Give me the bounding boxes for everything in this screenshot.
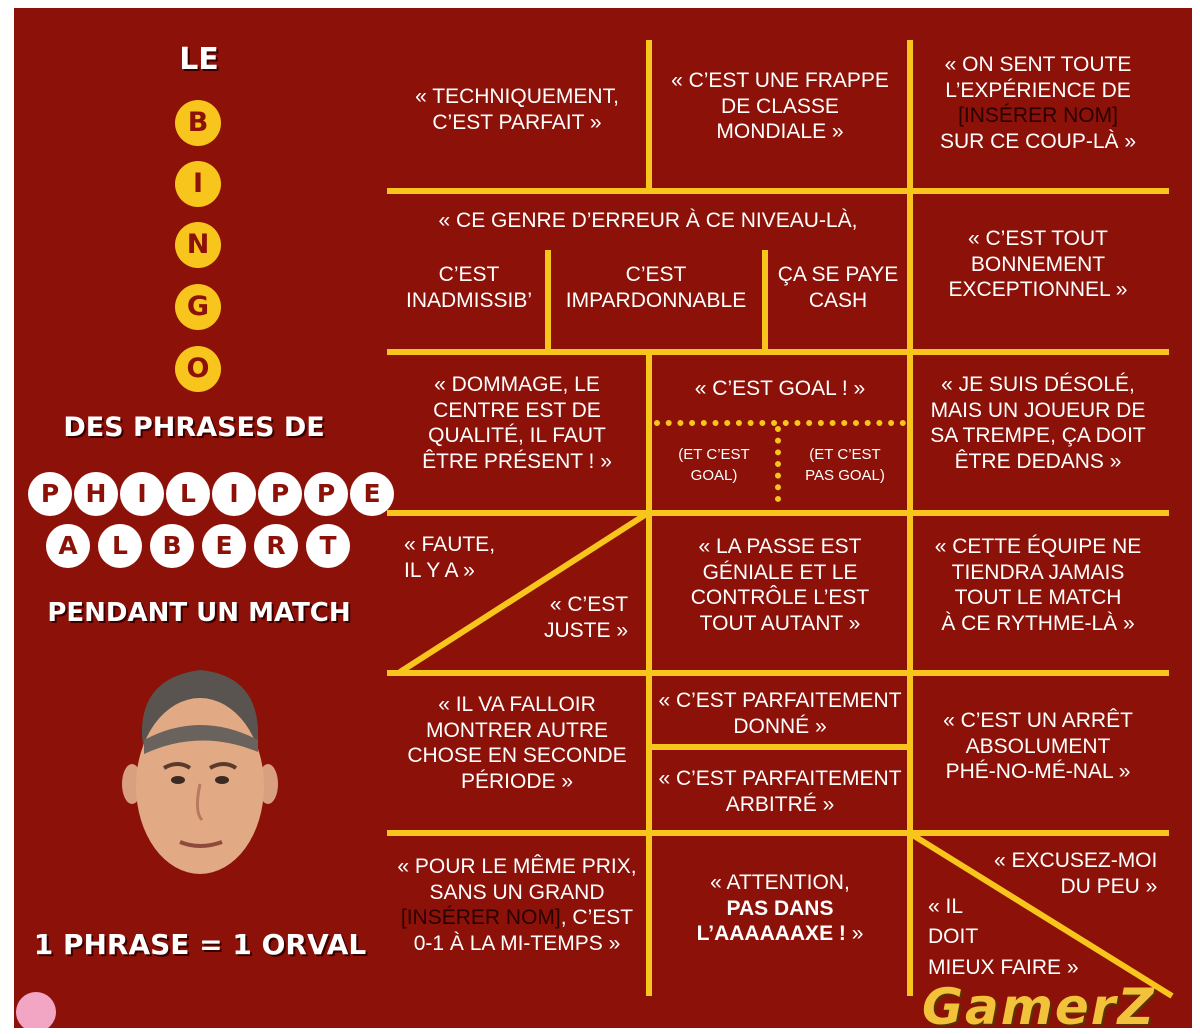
cell-line: C’EST bbox=[625, 263, 687, 286]
name-letter: E bbox=[202, 524, 246, 568]
name-letter: R bbox=[254, 524, 298, 568]
name-letter: P bbox=[258, 472, 302, 516]
title-des-phrases: DES PHRASES DE bbox=[63, 412, 325, 443]
cell-line: CASH bbox=[808, 288, 868, 312]
bingo-letter-n: N bbox=[175, 222, 221, 268]
cell-techniquement bbox=[392, 84, 642, 135]
cell-line: « EXCUSEZ-MOI bbox=[994, 849, 1158, 872]
cell-line: ÊTRE DEDANS » bbox=[954, 449, 1122, 473]
title-pendant: PENDANT UN MATCH bbox=[47, 598, 351, 628]
cell-line: ABSOLUMENT bbox=[965, 734, 1111, 758]
cell-line: « POUR LE MÊME PRIX, bbox=[397, 855, 637, 878]
name-letter: L bbox=[98, 524, 142, 568]
cell-line: DU PEU » bbox=[1060, 874, 1158, 898]
cell-line: 0-1 À LA MI-TEMPS » bbox=[413, 931, 621, 955]
cell-line: SANS UN GRAND bbox=[429, 880, 605, 904]
name-letter: T bbox=[306, 524, 350, 568]
cell-line: MIEUX FAIRE » bbox=[928, 955, 1079, 979]
cell-line: IL Y A » bbox=[404, 558, 475, 582]
bingo-poster bbox=[14, 8, 1192, 1028]
cell-line: CENTRE EST DE bbox=[433, 398, 601, 422]
cell-line-part: , C’EST bbox=[560, 906, 634, 930]
cell-line: « LA PASSE EST bbox=[698, 535, 862, 558]
cell-line: TOUT LE MATCH bbox=[954, 586, 1122, 610]
cell-line: « TECHNIQUEMENT, bbox=[415, 85, 619, 108]
name-letter: P bbox=[304, 472, 348, 516]
cell-line: BONNEMENT bbox=[970, 252, 1106, 276]
name-letter: L bbox=[166, 472, 210, 516]
cell-line: « CE GENRE D’ERREUR À CE NIVEAU-LÀ, bbox=[438, 209, 858, 232]
cell-line: GÉNIALE ET LE bbox=[702, 560, 858, 584]
cell-line: « C’EST GOAL ! » bbox=[694, 377, 866, 400]
cell-line: CONTRÔLE L’EST bbox=[690, 586, 870, 610]
cell-line: (ET C’EST bbox=[678, 446, 750, 463]
cell-line: ÇA SE PAYE bbox=[777, 263, 899, 286]
cell-line-part: » bbox=[845, 922, 864, 946]
name-letter: I bbox=[212, 472, 256, 516]
cell-line: « C’EST UNE FRAPPE bbox=[671, 69, 889, 92]
cell-line-bold: PAS DANS bbox=[726, 896, 834, 920]
cell-arret bbox=[913, 708, 1163, 785]
cell-juste bbox=[544, 592, 628, 643]
name-letter: B bbox=[150, 524, 194, 568]
cell-arbitre bbox=[654, 766, 906, 817]
cell-line: « IL bbox=[928, 895, 964, 918]
cell-line: « C’EST PARFAITEMENT bbox=[658, 689, 902, 712]
cell-dommage bbox=[392, 372, 642, 474]
cell-line: C’EST bbox=[438, 263, 500, 286]
name-letter: I bbox=[120, 472, 164, 516]
cell-donne bbox=[654, 688, 906, 739]
cell-faute bbox=[404, 532, 495, 583]
cell-line: GOAL) bbox=[690, 467, 738, 484]
cell-line: QUALITÉ, IL FAUT bbox=[428, 424, 606, 448]
rule-text: 1 PHRASE = 1 ORVAL bbox=[33, 928, 367, 961]
cell-line: PAS GOAL) bbox=[805, 467, 885, 484]
watermark: GamerZ bbox=[922, 978, 1156, 1028]
cell-line-bold: L’AAAAAAXE ! bbox=[696, 922, 846, 946]
title-le: LE bbox=[179, 42, 219, 77]
cell-line: DE CLASSE bbox=[721, 94, 839, 118]
cell-line: CHOSE EN SECONDE bbox=[407, 744, 627, 768]
cell-line: DONNÉ » bbox=[733, 714, 827, 738]
cell-goal bbox=[654, 376, 906, 402]
cell-line: ÊTRE PRÉSENT ! » bbox=[422, 449, 612, 473]
cell-line: « ATTENTION, bbox=[710, 871, 850, 894]
name-letter: E bbox=[350, 472, 394, 516]
cell-erreur-inadmissible bbox=[394, 262, 544, 313]
cell-equipe bbox=[913, 534, 1163, 636]
cell-line: « C’EST bbox=[549, 593, 629, 616]
cell-line: « CETTE ÉQUIPE NE bbox=[934, 535, 1142, 558]
cell-line: « ON SENT TOUTE bbox=[944, 53, 1132, 76]
cell-meme-prix bbox=[392, 854, 642, 956]
cell-desole bbox=[913, 372, 1163, 474]
cell-line: MAIS UN JOUEUR DE bbox=[930, 398, 1146, 422]
bingo-letter-b: B bbox=[175, 100, 221, 146]
cell-line: « C’EST PARFAITEMENT bbox=[658, 767, 902, 790]
cell-line: MONDIALE » bbox=[716, 120, 844, 144]
cell-line: « IL VA FALLOIR bbox=[438, 693, 596, 716]
cell-attention bbox=[654, 870, 906, 947]
name-placeholder: [INSÉRER NOM] bbox=[400, 906, 561, 930]
cell-line: TOUT AUTANT » bbox=[699, 611, 861, 635]
name-placeholder: [INSÉRER NOM] bbox=[958, 104, 1118, 128]
cell-line: MONTRER AUTRE bbox=[425, 718, 608, 742]
cell-line: IMPARDONNABLE bbox=[565, 288, 747, 312]
cell-erreur-cash bbox=[769, 262, 907, 313]
cell-line: INADMISSIB’ bbox=[405, 288, 533, 312]
cell-line: ARBITRÉ » bbox=[725, 792, 835, 816]
cell-line: « JE SUIS DÉSOLÉ, bbox=[941, 373, 1135, 396]
brand-logo bbox=[16, 992, 56, 1028]
cell-line: SUR CE COUP-LÀ » bbox=[939, 129, 1137, 153]
bingo-letter-i: I bbox=[175, 161, 221, 207]
cell-erreur-head bbox=[392, 208, 904, 234]
cell-falloir bbox=[392, 692, 642, 794]
cell-line: « C’EST TOUT bbox=[967, 227, 1109, 250]
name-letter: H bbox=[74, 472, 118, 516]
cell-passe bbox=[654, 534, 906, 636]
bingo-letter-o: O bbox=[175, 346, 221, 392]
name-letter: P bbox=[28, 472, 72, 516]
cell-line: PÉRIODE » bbox=[460, 769, 574, 793]
name-letter: A bbox=[46, 524, 90, 568]
cell-line: L’EXPÉRIENCE DE bbox=[945, 78, 1131, 102]
bingo-letter-g: G bbox=[175, 284, 221, 330]
cell-experience bbox=[913, 52, 1163, 154]
cell-goal-yes bbox=[654, 444, 774, 486]
cell-line bbox=[654, 921, 906, 947]
cell-line: JUSTE » bbox=[544, 618, 629, 642]
cell-line bbox=[392, 905, 642, 931]
cell-erreur-impardonnable bbox=[552, 262, 760, 313]
cell-line: DOIT bbox=[928, 925, 979, 949]
cell-line: PHÉ-NO-MÉ-NAL » bbox=[945, 760, 1131, 784]
cell-line: « C’EST UN ARRÊT bbox=[943, 709, 1133, 732]
cell-line: C’EST PARFAIT » bbox=[432, 110, 602, 134]
cell-tout-bonnement bbox=[913, 226, 1163, 303]
cell-line: « FAUTE, bbox=[404, 533, 496, 556]
cell-line: TIENDRA JAMAIS bbox=[951, 560, 1125, 584]
cell-line: SA TREMPE, ÇA DOIT bbox=[930, 424, 1146, 448]
cell-line: EXCEPTIONNEL » bbox=[948, 278, 1128, 302]
cell-frappe bbox=[654, 68, 906, 145]
cell-line: « DOMMAGE, LE bbox=[434, 373, 600, 396]
cell-line: (ET C’EST bbox=[809, 446, 881, 463]
cell-goal-no bbox=[784, 444, 906, 486]
cell-mieux bbox=[928, 892, 1079, 983]
cell-line: À CE RYTHME-LÀ » bbox=[941, 611, 1135, 635]
